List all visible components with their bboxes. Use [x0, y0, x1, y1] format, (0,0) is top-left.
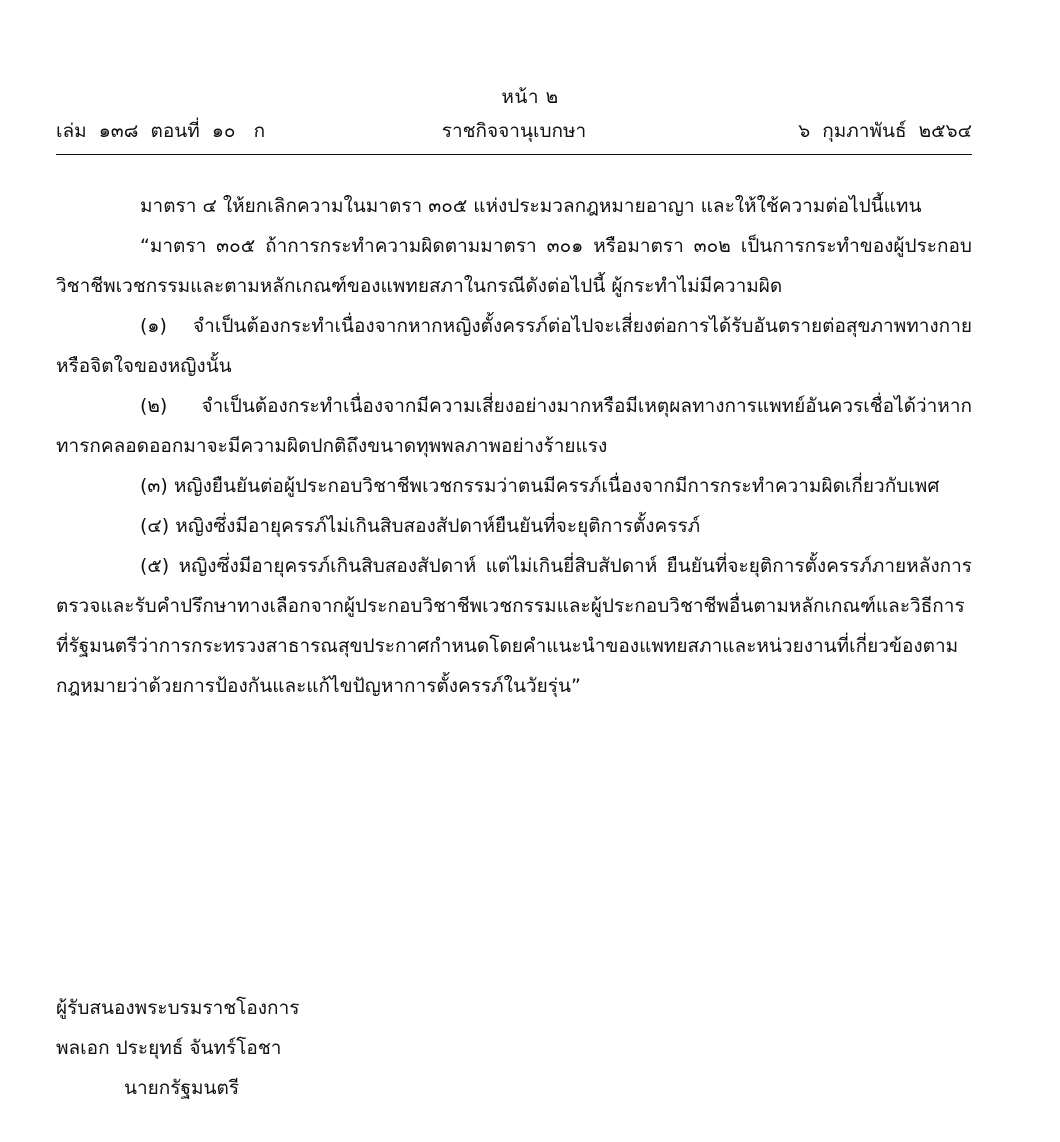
clause-paragraph: (๓) หญิงยืนยันต่อผู้ประกอบวิชาชีพเวชกรรมว่าตนมีครรภ์เนื่องจากมีการกระทำความผิดเกี่ยวกับเพศ: [140, 475, 940, 497]
clause-paragraph: (๒) จำเป็นต้องกระทำเนื่องจากมีความเสี่ยงอย่างมากหรือมีเหตุผลทางการแพทย์อันควรเชื่อได้ว่าหากทารกคลอดออกมาจะมีความผิดปกติถึงขนาดทุพพลภาพอย่างร้ายแรง: [56, 395, 972, 457]
document-body: [56, 186, 972, 706]
publication-title: ราชกิจจานุเบกษา: [441, 120, 587, 142]
section-paragraph: มาตรา ๔ ให้ยกเลิกความในมาตรา ๓๐๕ แห่งประมวลกฎหมายอาญา และให้ใช้ความต่อไปนี้แทน: [140, 195, 922, 217]
gazette-header: [56, 118, 972, 146]
publication-date: ๖ กุมภาพันธ์ ๒๕๖๔: [798, 120, 972, 142]
clause-paragraph: (๑) จำเป็นต้องกระทำเนื่องจากหากหญิงตั้งครรภ์ต่อไปจะเสี่ยงต่อการได้รับอันตรายต่อสุขภาพทางกายหรือจิตใจของหญิงนั้น: [56, 315, 972, 377]
page-number: หน้า ๒: [501, 86, 559, 108]
volume-issue: เล่ม ๑๓๘ ตอนที่ ๑๐ ก: [56, 120, 266, 142]
countersign-label: ผู้รับสนองพระบรมราชโองการ: [56, 997, 300, 1019]
signature-block: [56, 988, 556, 1108]
header-divider: [56, 154, 972, 155]
signatory-title: นายกรัฐมนตรี: [124, 1077, 240, 1099]
section-paragraph: “มาตรา ๓๐๕ ถ้าการกระทำความผิดตามมาตรา ๓๐๑ หรือมาตรา ๓๐๒ เป็นการกระทำของผู้ประกอบวิชาชีพเวชกรรมและตามหลักเกณฑ์ของแพทยสภาในกรณีดังต่อไปนี้ ผู้กระทำไม่มีความผิด: [56, 235, 972, 297]
clause-paragraph: (๔) หญิงซึ่งมีอายุครรภ์ไม่เกินสิบสองสัปดาห์ยืนยันที่จะยุติการตั้งครรภ์: [140, 515, 701, 537]
signatory-name: พลเอก ประยุทธ์ จันทร์โอชา: [56, 1037, 282, 1059]
clause-paragraph: (๕) หญิงซึ่งมีอายุครรภ์เกินสิบสองสัปดาห์ แต่ไม่เกินยี่สิบสัปดาห์ ยืนยันที่จะยุติการตั้งครรภ์ภายหลังการตรวจและรับคำปรึกษาทางเลือกจากผู้ประกอบวิชาชีพเวชกรรมและผู้ประกอบวิชาชีพอื่นตามหลักเกณฑ์และวิธีการที่รัฐมนตรีว่าการกระทรวงสาธารณสุขประกาศกำหนดโดยคำแนะนำของแพทยสภาและหน่วยงานที่เกี่ยวข้องตามกฎหมายว่าด้วยการป้องกันและแก้ไขปัญหาการตั้งครรภ์ในวัยรุ่น”: [56, 555, 972, 697]
